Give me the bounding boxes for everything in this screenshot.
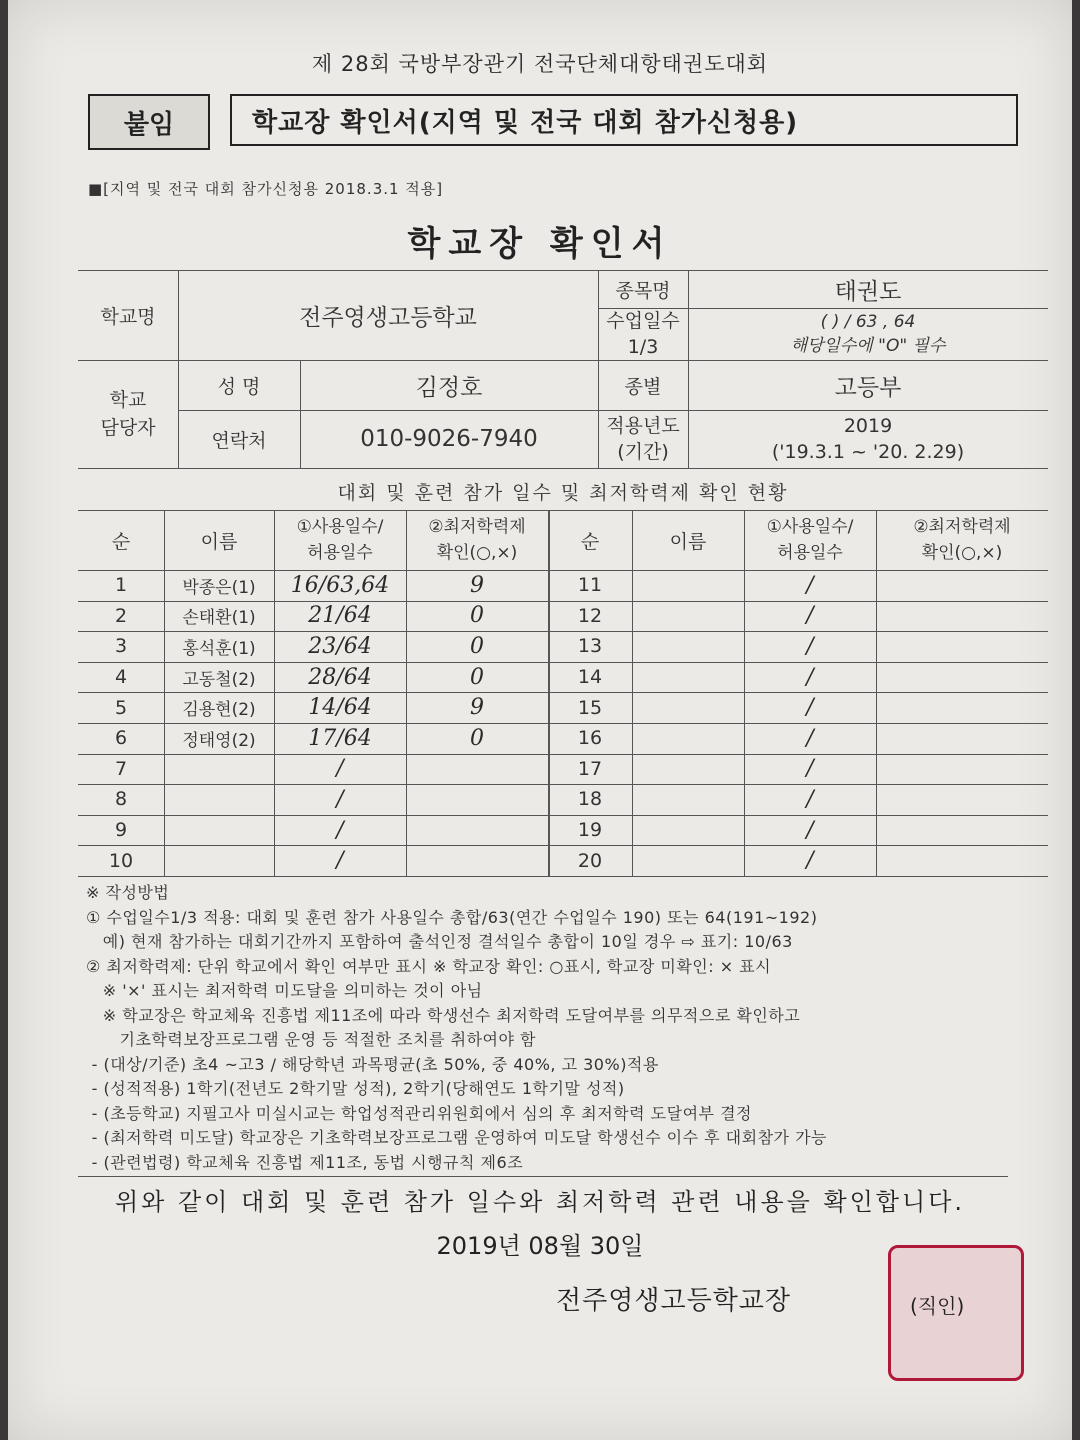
guide-line: - (성적적용) 1학기(전년도 2학기말 성적), 2학기(당해연도 1학기말 성적) xyxy=(86,1079,625,1098)
row-check-cell xyxy=(406,784,548,815)
row-days-cell: / xyxy=(336,756,344,782)
row-name-cell xyxy=(632,784,744,815)
row-days-cell: / xyxy=(806,603,814,629)
row-check-cell xyxy=(406,815,548,846)
days-label: 수업일수 1/3 xyxy=(606,310,680,358)
row-name-cell: 고동철(2) xyxy=(182,669,256,690)
row-check-cell: 0 xyxy=(470,603,484,629)
row-days-cell: / xyxy=(806,633,814,659)
school-name: 전주영생고등학교 xyxy=(299,304,477,331)
year-label: 적용년도 (기간) xyxy=(606,415,680,463)
row-name-cell: 김용현(2) xyxy=(182,700,256,721)
row-name-cell xyxy=(632,845,744,876)
guide-line: ※ 작성방법 xyxy=(86,883,170,902)
guide-line: - (관련법령) 학교체육 진흥법 제11조, 동법 시행규칙 제6조 xyxy=(86,1152,524,1172)
row-check-cell: 0 xyxy=(470,664,484,690)
row-name-cell: 홍석훈(1) xyxy=(182,638,256,659)
confirmation-statement: 위와 같이 대회 및 훈련 참가 일수와 최저학력 관련 내용을 확인합니다. xyxy=(114,1188,966,1216)
row-name-cell xyxy=(632,754,744,785)
division-label: 종별 xyxy=(624,375,662,398)
section-title: 대회 및 훈련 참가 일수 및 최저학력제 확인 현황 xyxy=(337,481,789,504)
row-days-cell: 17/64 xyxy=(308,725,372,751)
row-no-cell: 16 xyxy=(577,727,603,750)
row-check-cell xyxy=(876,754,1048,785)
row-days-cell: / xyxy=(806,725,814,751)
confirmation-date: 2019년 08월 30일 xyxy=(436,1232,644,1260)
row-name-cell xyxy=(164,754,274,785)
row-check-cell xyxy=(876,662,1048,693)
school-label: 학교명 xyxy=(100,305,156,328)
row-check-cell xyxy=(406,845,548,876)
row-name-cell xyxy=(632,815,744,846)
name-label: 성 명 xyxy=(217,375,261,398)
row-no-cell: 17 xyxy=(577,757,603,780)
row-name-cell xyxy=(632,631,744,662)
col-check-header-right: ②최저학력제 확인(○,×) xyxy=(913,517,1011,563)
row-no-cell: 9 xyxy=(114,819,128,842)
document-page xyxy=(8,0,1072,1440)
col-name-header: 이름 xyxy=(200,530,238,553)
col-name-header-right: 이름 xyxy=(669,530,707,553)
row-days-cell: / xyxy=(806,756,814,782)
row-no-cell: 14 xyxy=(577,666,603,689)
division-value: 고등부 xyxy=(834,374,902,401)
guide-line: ※ '×' 표시는 최저학력 미도달을 의미하는 것이 아님 xyxy=(86,981,483,1000)
row-no-cell: 13 xyxy=(577,635,603,658)
row-check-cell: 9 xyxy=(470,572,484,598)
row-name-cell: 정태영(2) xyxy=(182,730,256,751)
contact-label: 연락처 xyxy=(211,429,267,452)
col-no-header: 순 xyxy=(111,530,131,553)
row-no-cell: 12 xyxy=(577,604,603,627)
row-check-cell xyxy=(876,570,1048,601)
guide-line: - (최저학력 미도달) 학교장은 기초학력보장프로그램 운영하여 미도달 학생선수 이수 후 대회참가 가능 xyxy=(86,1128,827,1147)
col-check-header: ②최저학력제 확인(○,×) xyxy=(428,517,526,563)
principal-title: 전주영생고등학교장 xyxy=(556,1286,792,1316)
row-check-cell: 9 xyxy=(470,695,484,721)
row-no-cell: 19 xyxy=(577,819,603,842)
guide-line: 기초학력보장프로그램 운영 등 적절한 조치를 취하여야 함 xyxy=(86,1030,536,1049)
sport-label: 종목명 xyxy=(615,279,671,302)
row-no-cell: 1 xyxy=(114,574,128,597)
col-days-header: ①사용일수/ 허용일수 xyxy=(296,517,384,563)
row-check-cell xyxy=(876,601,1048,632)
row-name-cell xyxy=(164,845,274,876)
row-days-cell: / xyxy=(336,848,344,874)
row-check-cell: 0 xyxy=(470,633,484,659)
row-no-cell: 18 xyxy=(577,788,603,811)
row-name-cell xyxy=(632,570,744,601)
row-days-cell: / xyxy=(806,848,814,874)
row-check-cell xyxy=(406,754,548,785)
row-name-cell: 손태환(1) xyxy=(182,608,256,629)
row-days-cell: 14/64 xyxy=(308,695,372,721)
row-check-cell xyxy=(876,815,1048,846)
row-check-cell xyxy=(876,784,1048,815)
row-no-cell: 4 xyxy=(114,666,128,689)
row-check-cell xyxy=(876,692,1048,723)
row-name-cell xyxy=(164,815,274,846)
year-value: 2019 ('19.3.1 ~ '20. 2.29) xyxy=(771,415,965,463)
row-no-cell: 7 xyxy=(114,757,128,780)
attachment-tag: 붙임 xyxy=(88,94,210,150)
row-days-cell: 28/64 xyxy=(308,664,372,690)
form-note: ■[지역 및 전국 대회 참가신청용 2018.3.1 적용] xyxy=(88,180,444,198)
row-days-cell: / xyxy=(336,786,344,812)
sport-name: 태권도 xyxy=(834,278,902,305)
row-name-cell xyxy=(632,692,744,723)
row-name-cell xyxy=(632,662,744,693)
guide-line: 예) 현재 참가하는 대회기간까지 포함하여 출석인정 결석일수 총합이 10일 경우 ⇨ 표기: 10/63 xyxy=(86,932,793,951)
event-title: 제 28회 국방부장관기 전국단체대항태권도대회 xyxy=(311,52,769,76)
guide-line: ② 최저학력제: 단위 학교에서 확인 여부만 표시 ※ 학교장 확인: ○표시, 학교장 미확인: × 표시 xyxy=(86,956,772,976)
row-check-cell xyxy=(876,845,1048,876)
row-name-cell xyxy=(632,601,744,632)
row-no-cell: 11 xyxy=(577,574,603,597)
manager-label: 학교 담당자 xyxy=(100,389,156,439)
row-check-cell xyxy=(876,631,1048,662)
guide-line: - (초등학교) 지필고사 미실시교는 학업성적관리위원회에서 심의 후 최저학력 도달여부 결정 xyxy=(86,1103,752,1123)
row-no-cell: 15 xyxy=(577,696,603,719)
row-no-cell: 2 xyxy=(114,604,128,627)
row-no-cell: 6 xyxy=(114,727,128,750)
guide-line: - (대상/기준) 초4 ~고3 / 해당학년 과목평균(초 50%, 중 40%, 고 30%)적용 xyxy=(86,1054,659,1074)
row-no-cell: 3 xyxy=(114,635,128,658)
row-check-cell: 0 xyxy=(470,725,484,751)
seal-label: (직인) xyxy=(910,1294,965,1318)
row-days-cell: / xyxy=(336,817,344,843)
days-value: ( ) / 63 , 64 해당일수에 "O" 필수 xyxy=(790,312,946,356)
document-title: 학교장 확인서 xyxy=(407,224,673,264)
guide-line: ① 수업일수1/3 적용: 대회 및 훈련 참가 사용일수 총합/63(연간 수업일수 190) 또는 64(191~192) xyxy=(86,907,818,927)
guide-line: ※ 학교장은 학교체육 진흥법 제11조에 따라 학생선수 최저학력 도달여부를 의무적으로 확인하고 xyxy=(86,1005,801,1025)
row-check-cell xyxy=(876,723,1048,754)
contact-number: 010-9026-7940 xyxy=(360,426,538,452)
row-name-cell: 박종은(1) xyxy=(182,577,256,598)
row-days-cell: / xyxy=(806,817,814,843)
row-days-cell: 16/63,64 xyxy=(290,572,390,598)
row-no-cell: 20 xyxy=(577,849,603,872)
manager-name: 김정호 xyxy=(415,374,483,401)
row-days-cell: / xyxy=(806,786,814,812)
row-no-cell: 10 xyxy=(108,849,134,872)
row-days-cell: / xyxy=(806,572,814,598)
row-days-cell: 23/64 xyxy=(308,633,372,659)
row-name-cell xyxy=(164,784,274,815)
col-no-header-right: 순 xyxy=(580,530,600,553)
row-days-cell: / xyxy=(806,664,814,690)
row-no-cell: 5 xyxy=(114,696,128,719)
row-days-cell: 21/64 xyxy=(308,603,372,629)
col-days-header-right: ①사용일수/ 허용일수 xyxy=(766,517,854,563)
row-name-cell xyxy=(632,723,744,754)
row-days-cell: / xyxy=(806,695,814,721)
row-no-cell: 8 xyxy=(114,788,128,811)
form-title-box: 학교장 확인서(지역 및 전국 대회 참가신청용) xyxy=(230,94,1018,146)
